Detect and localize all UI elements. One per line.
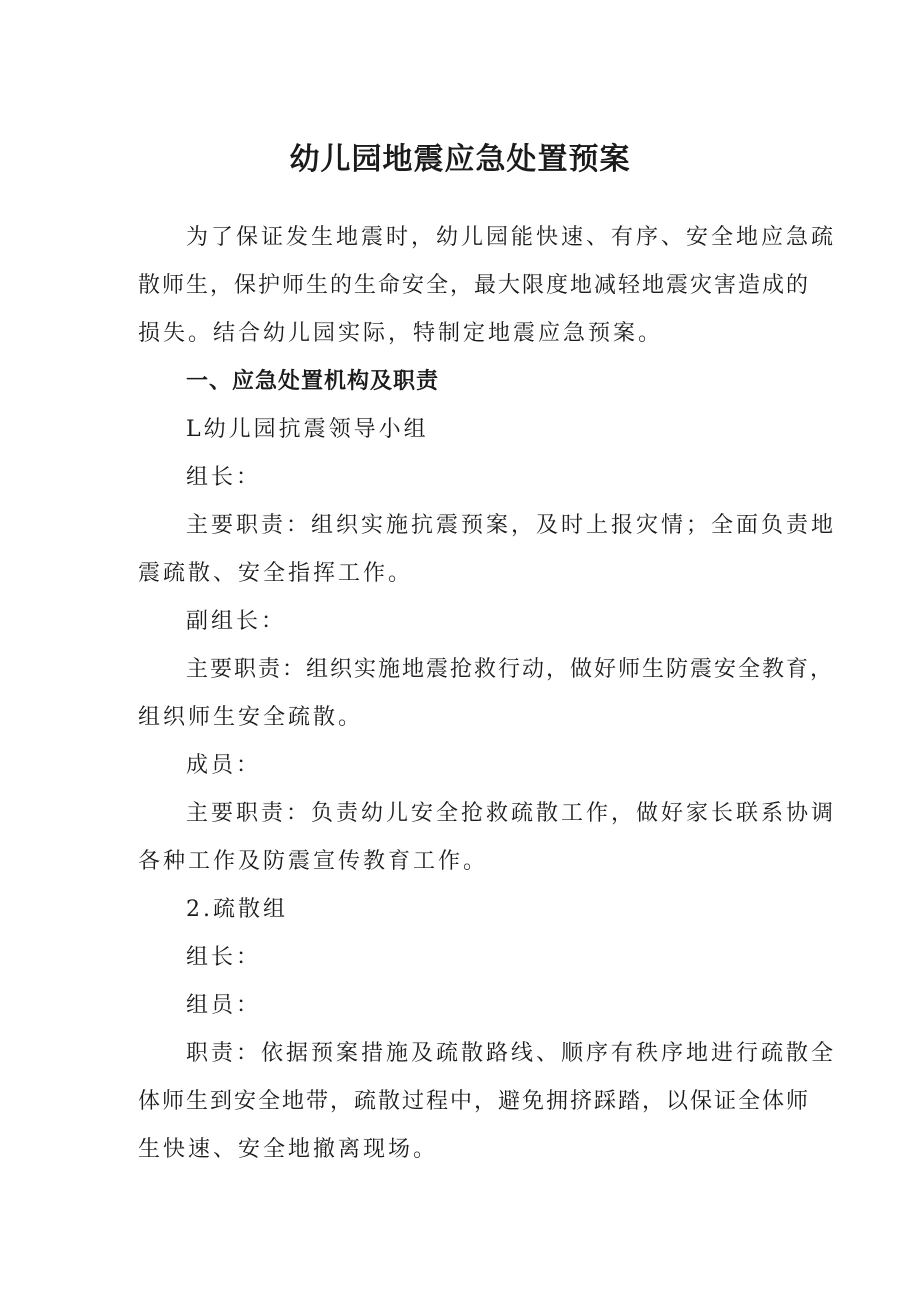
paragraph-line: 体师生到安全地带，疏散过程中，避免拥挤踩踏，以保证全体师 xyxy=(138,1089,811,1114)
paragraph-line: 组长： xyxy=(186,945,262,970)
paragraph-line: 震疏散、安全指挥工作。 xyxy=(138,561,414,586)
paragraph-line: 散师生，保护师生的生命安全，最大限度地减轻地震灾害造成的 xyxy=(138,273,811,298)
paragraph-line: 组长： xyxy=(186,465,262,490)
paragraph-line: 各种工作及防震宣传教育工作。 xyxy=(138,849,489,874)
subsection-heading: L幼儿园抗震领导小组 xyxy=(186,417,429,442)
paragraph-line: 损失。结合幼儿园实际，特制定地震应急预案。 xyxy=(138,321,664,346)
paragraph-line: 组织师生安全疏散。 xyxy=(138,705,364,730)
subsection-heading: 2.疏散组 xyxy=(186,897,288,922)
section-heading: 一、应急处置机构及职责 xyxy=(186,369,440,394)
paragraph-line: 主要职责：负责幼儿安全抢救疏散工作，做好家长联系协调 xyxy=(186,801,837,826)
paragraph-line: 生快速、安全地撤离现场。 xyxy=(138,1137,439,1162)
paragraph-line: 主要职责：组织实施抗震预案，及时上报灾情；全面负责地 xyxy=(186,513,837,538)
paragraph-line: 主要职责：组织实施地震抢救行动，做好师生防震安全教育， xyxy=(186,657,835,682)
paragraph-line: 成员： xyxy=(186,753,262,778)
paragraph-line: 副组长： xyxy=(186,609,287,634)
paragraph-line: 组员： xyxy=(186,993,262,1018)
document-title: 幼儿园地震应急处置预案 xyxy=(289,142,631,177)
paragraph-line: 为了保证发生地震时，幼儿园能快速、有序、安全地应急疏 xyxy=(186,225,837,250)
paragraph-line: 职责：依据预案措施及疏散路线、顺序有秩序地进行疏散全 xyxy=(186,1041,837,1066)
